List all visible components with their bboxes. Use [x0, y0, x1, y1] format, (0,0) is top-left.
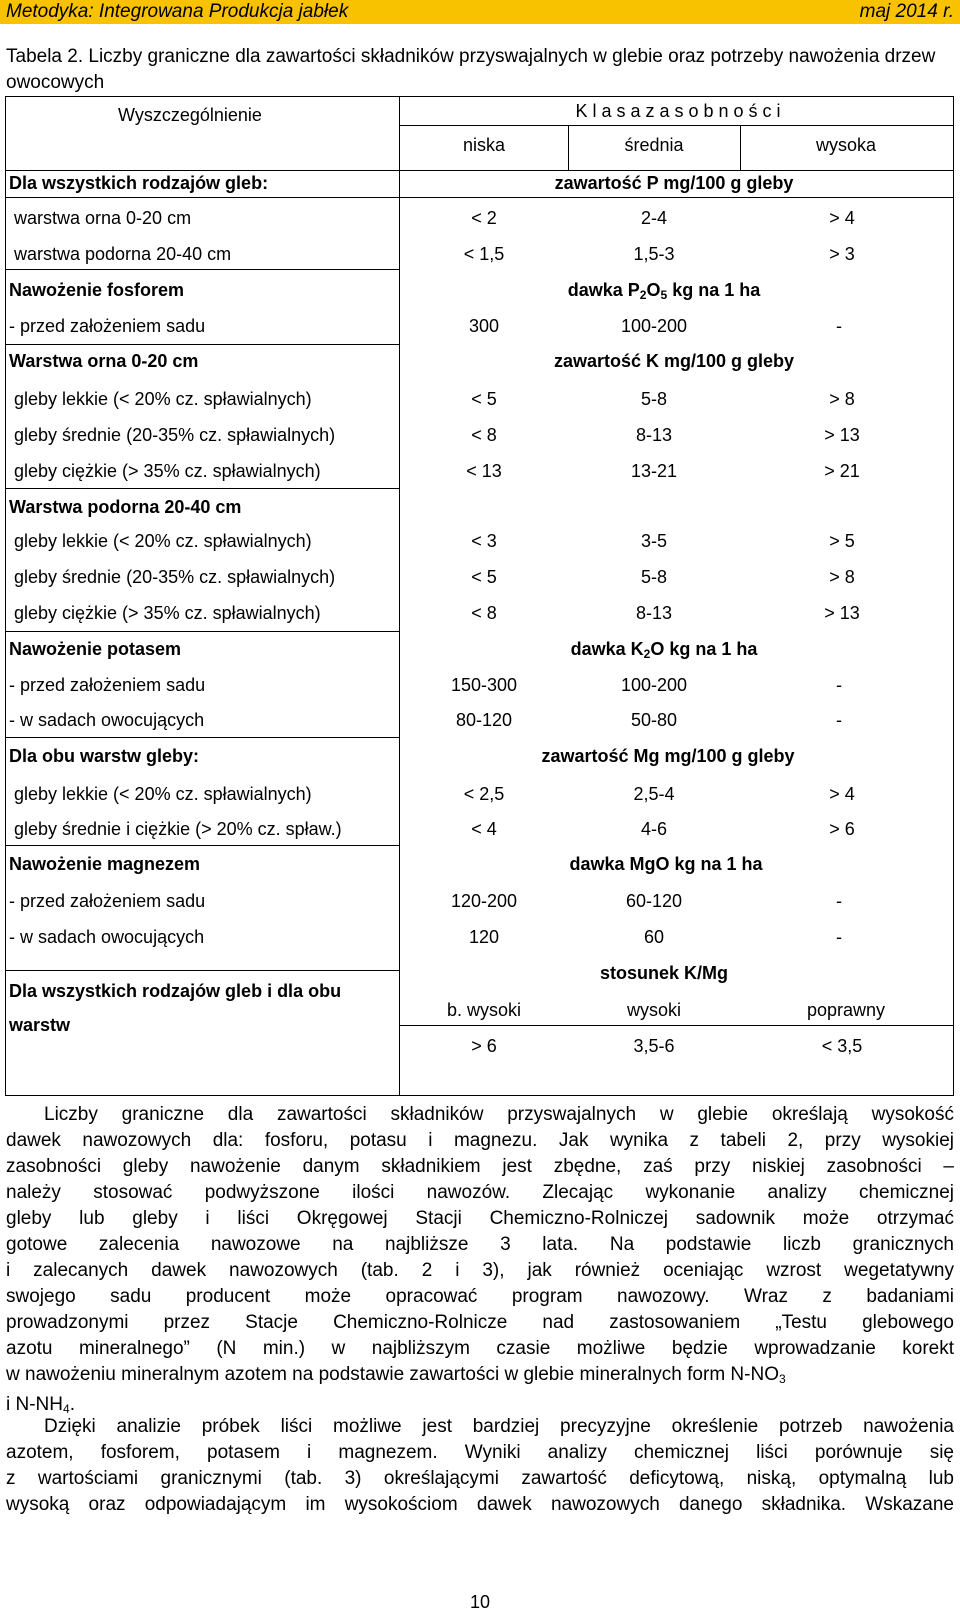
hline-sec2 [6, 269, 399, 270]
sec7-row2-v1: 120 [468, 927, 500, 947]
para1-line: należy stosować podwyższone ilości nawozów. Zlecając wykonanie analizy chemicznej [6, 1182, 954, 1203]
sec1-title: Dla wszystkich rodzajów gleb: [9, 173, 269, 193]
sec8-unit: stosunek K/Mg [599, 963, 729, 983]
vline-main [399, 97, 400, 1095]
class-wysoka: wysoka [815, 135, 877, 155]
sec2-row1-label: - przed założeniem sadu [9, 316, 206, 336]
sec5-row2-v3: - [836, 710, 842, 730]
sec6-title: Dla obu warstw gleby: [9, 746, 200, 766]
sec3-row3-v3: > 21 [824, 461, 860, 481]
sec5-row1-v1: 150-300 [450, 675, 518, 695]
sec7-row1-label: - przed założeniem sadu [9, 891, 206, 911]
para1-line: Liczby graniczne dla zawartości składników przyswajalnych w glebie określają wysokość [44, 1104, 954, 1125]
sec7-row2-label: - w sadach owocujących [9, 927, 205, 947]
sec6-row1-v2: 2,5-4 [633, 784, 675, 804]
vline-c1 [568, 125, 569, 170]
hline-sec6 [6, 737, 399, 738]
sec3-row3-label: gleby ciężkie (> 35% cz. spławialnych) [14, 461, 321, 481]
header-date: maj 2014 r. [859, 1, 954, 22]
para1-line: i zalecanych dawek nawozowych (tab. 2 i 3), jak również oceniając wzrost wegetatywny [6, 1260, 954, 1281]
sec6-row1-v3: > 4 [829, 784, 855, 804]
sec4-row1-v3: > 5 [829, 531, 855, 551]
para2-line: Dzięki analizie próbek liści możliwe jest bardziej precyzyjne określenie potrzeb nawożenia [44, 1416, 954, 1437]
sec4-row3-v2: 8-13 [635, 603, 673, 623]
hline-sec7 [6, 845, 399, 846]
sec5-row2-label: - w sadach owocujących [9, 710, 205, 730]
class-head: K l a s a z a s o b n o ś c i [575, 101, 781, 121]
sec4-row2-v3: > 8 [829, 567, 855, 587]
sec4-row2-label: gleby średnie (20-35% cz. spławialnych) [14, 567, 336, 587]
sec5-row2-v2: 50-80 [630, 710, 678, 730]
sec2-title: Nawożenie fosforem [9, 280, 185, 300]
sec6-row2-v2: 4-6 [640, 819, 668, 839]
sec3-row1-v1: < 5 [471, 389, 497, 409]
sec3-row2-label: gleby średnie (20-35% cz. spławialnych) [14, 425, 336, 445]
sec3-row1-v2: 5-8 [640, 389, 668, 409]
sec2-unit: dawka $P_2O_5$ kg na 1 ha [567, 280, 761, 302]
sec1-row2-label: warstwa podorna 20-40 cm [14, 244, 232, 264]
para2-line: wysoką oraz odpowiadającym im wysokościom dawek nawozowych danego składnika. Wskazane [6, 1494, 954, 1515]
sec4-row3-v1: < 8 [471, 603, 497, 623]
sec4-row1-label: gleby lekkie (< 20% cz. spławialnych) [14, 531, 312, 551]
para1-line: dawek nawozowych dla: fosforu, potasu i magnezu. Jak wynika z tabeli 2, przy wysokiej [6, 1130, 954, 1151]
para1-line: gotowe zalecenia nawozowe na najbliższe 3 lata. Na podstawie liczb granicznych [6, 1234, 954, 1255]
sec4-row2-v1: < 5 [471, 567, 497, 587]
sec4-title: Warstwa podorna 20-40 cm [9, 497, 242, 517]
vline-c2 [740, 125, 741, 170]
sec2-row1-v1: 300 [468, 316, 500, 336]
sec1-row2-v2: 1,5-3 [633, 244, 675, 264]
sec7-row1-v1: 120-200 [450, 891, 518, 911]
sec6-row2-v3: > 6 [829, 819, 855, 839]
sec8-title-line1: Dla wszystkich rodzajów gleb i dla obu [9, 981, 342, 1001]
header-title: Metodyka: Integrowana Produkcja jabłek [6, 1, 349, 22]
sec7-row1-v3: - [836, 891, 842, 911]
sec2-row1-v2: 100-200 [620, 316, 688, 336]
sec7-row2-v2: 60 [643, 927, 665, 947]
sec7-row1-v2: 60-120 [625, 891, 683, 911]
sec1-row1-v2: 2-4 [640, 208, 668, 228]
sec7-unit: dawka MgO kg na 1 ha [569, 854, 763, 874]
hline-sec8 [6, 970, 399, 971]
sec1-row2-v1: < 1,5 [463, 244, 505, 264]
sec3-row3-v1: < 13 [466, 461, 502, 481]
col-head: Wyszczególnienie [118, 105, 262, 125]
para2-line: azotem, fosforem, potasem i magnezem. Wyniki analizy chemicznej liści porównuje się [6, 1442, 954, 1463]
sec1-row1-v1: < 2 [471, 208, 497, 228]
sec4-row1-v2: 3-5 [640, 531, 668, 551]
sec5-row1-v2: 100-200 [620, 675, 688, 695]
sec5-row1-v3: - [836, 675, 842, 695]
sec3-title: Warstwa orna 0-20 cm [9, 351, 199, 371]
hline-sec4 [6, 488, 399, 489]
sec5-unit: dawka $K_2O$ kg na 1 ha [570, 639, 758, 661]
sec3-row1-label: gleby lekkie (< 20% cz. spławialnych) [14, 389, 312, 409]
sec8-v1: > 6 [471, 1036, 497, 1056]
para1-line: swojego sadu producent może opracować program nawozowy. Wraz z badaniami [6, 1286, 954, 1307]
fertilization-table [5, 96, 954, 1096]
sec4-row3-v3: > 13 [824, 603, 860, 623]
sec6-row1-label: gleby lekkie (< 20% cz. spławialnych) [14, 784, 312, 804]
sec6-row1-v1: < 2,5 [463, 784, 505, 804]
sec8-class2: wysoki [626, 1000, 682, 1020]
sec1-unit: zawartość P mg/100 g gleby [554, 173, 794, 193]
para1-line: prowadzonymi przez Stacje Chemiczno-Rolnicze nad zastosowaniem „Testu glebowego [6, 1312, 954, 1333]
class-niska: niska [462, 135, 506, 155]
sec4-row2-v2: 5-8 [640, 567, 668, 587]
table-caption: Tabela 2. Liczby graniczne dla zawartości składników przyswajalnych w glebie oraz potrzeby nawożenia drzew owocowych [6, 46, 936, 93]
hline-unit8 [399, 1025, 953, 1026]
paragraph-2 [6, 1414, 954, 1518]
sec7-row2-v3: - [836, 927, 842, 947]
para1-line: gleby lub gleby i liści Okręgowej Stacji Chemiczno-Rolniczej sadownik może otrzymać [6, 1208, 954, 1229]
sec8-class3: poprawny [806, 1000, 886, 1020]
hline-unit1 [399, 197, 953, 198]
sec4-row1-v1: < 3 [471, 531, 497, 551]
sec3-row3-v2: 13-21 [630, 461, 678, 481]
hline-sec1 [6, 197, 399, 198]
sec6-row2-v1: < 4 [471, 819, 497, 839]
sec5-row2-v1: 80-120 [455, 710, 513, 730]
sec8-v3: < 3,5 [821, 1036, 863, 1056]
hline-sec3 [6, 344, 399, 345]
para2-line: z wartościami granicznymi (tab. 3) określającymi zawartość deficytową, niską, optymalną lub [6, 1468, 954, 1489]
sec7-title: Nawożenie magnezem [9, 854, 201, 874]
sec3-row2-v1: < 8 [471, 425, 497, 445]
sec3-row1-v3: > 8 [829, 389, 855, 409]
hline-header-bottom [6, 170, 953, 171]
para1-last-line: i $N-NH_4$. [6, 1394, 75, 1416]
paragraph-1 [6, 1102, 954, 1422]
sec1-row2-v3: > 3 [829, 244, 855, 264]
sec3-row2-v3: > 13 [824, 425, 860, 445]
sec8-v2: 3,5-6 [633, 1036, 675, 1056]
sec5-row1-label: - przed założeniem sadu [9, 675, 206, 695]
sec8-class1: b. wysoki [446, 1000, 522, 1020]
para1-line: w nawożeniu mineralnym azotem na podstawie zawartości w glebie mineralnych form $N-NO_3$ [6, 1364, 786, 1386]
sec5-title: Nawożenie potasem [9, 639, 182, 659]
sec8-title-line2: warstw [9, 1015, 71, 1035]
page-number: 10 [469, 1592, 491, 1612]
sec3-unit: zawartość K mg/100 g gleby [553, 351, 795, 371]
sec1-row1-v3: > 4 [829, 208, 855, 228]
class-srednia: średnia [624, 135, 684, 155]
para1-line: azotu mineralnego” (N min.) w najbliższym czasie możliwe będzie wprowadzanie korekt [6, 1338, 954, 1359]
page-header [0, 0, 960, 24]
sec3-row2-v2: 8-13 [635, 425, 673, 445]
sec2-row1-v3: - [836, 316, 842, 336]
hline-sec5 [6, 631, 399, 632]
sec6-unit: zawartość Mg mg/100 g gleby [541, 746, 795, 766]
sec4-row3-label: gleby ciężkie (> 35% cz. spławialnych) [14, 603, 321, 623]
sec1-row1-label: warstwa orna 0-20 cm [14, 208, 192, 228]
hline-class-head [399, 125, 953, 126]
sec6-row2-label: gleby średnie i ciężkie (> 20% cz. spław.) [14, 819, 342, 839]
para1-line: zasobności gleby nawożenie danym składnikiem jest zbędne, zaś przy niskiej zasobności – [6, 1156, 954, 1177]
